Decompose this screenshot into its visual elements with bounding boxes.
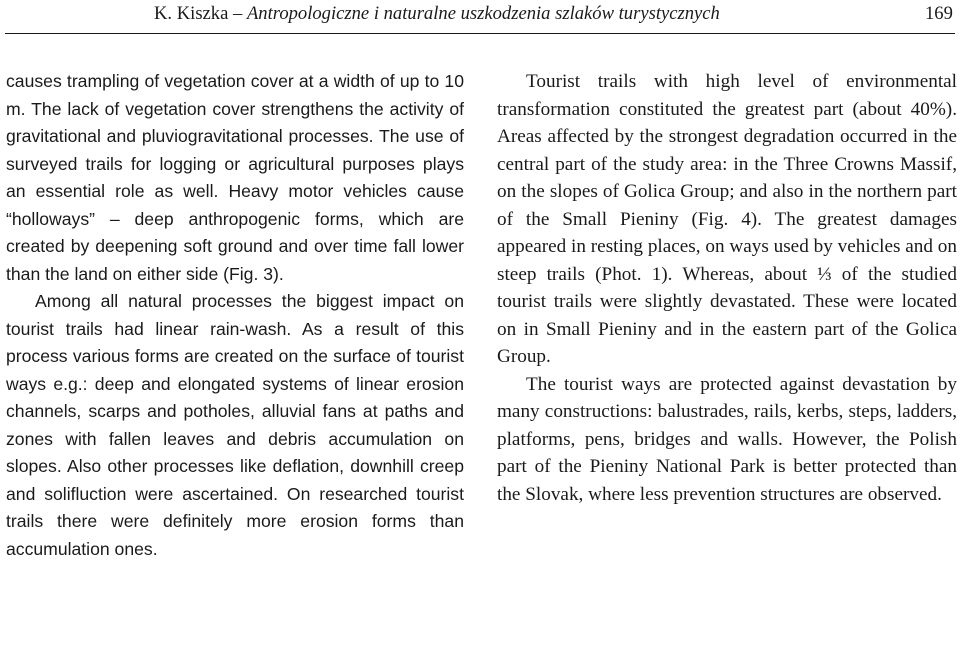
left-paragraph-1: causes trampling of vegetation cover at a width of up to 10 m. The lack of vegetation cover strengthens the activity of gravitational and pluviogravitational processes. The use of surveyed trails for logging or agricultural purposes plays an essential role as well. Heavy motor vehicles cause “holloways” – deep anthropogenic forms, which are created by deepening soft ground and over time fall lower than the land on either side (Fig. 3). — [6, 71, 464, 284]
left-column — [6, 68, 464, 563]
header-rule — [5, 33, 955, 34]
right-column — [497, 68, 957, 508]
left-paragraph-2: Among all natural processes the biggest impact on tourist trails had linear rain-wash. As a result of this process various forms are created on the surface of tourist ways e.g.: deep and elongated systems of linear erosion channels, scarps and potholes, alluvial fans at paths and zones with fallen leaves and debris accumulation on slopes. Also other processes like deflation, downhill creep and solifluction were ascertained. On researched tourist trails there were definitely more erosion forms than accumulation ones. — [6, 291, 464, 559]
running-header — [0, 0, 960, 36]
page-number: 169 — [925, 3, 953, 24]
running-head — [154, 2, 720, 26]
header-separator: – — [228, 3, 247, 24]
header-title: Antropologiczne i naturalne uszkodzenia szlaków turystycznych — [246, 3, 720, 24]
header-author: K. Kiszka — [154, 3, 229, 24]
right-paragraph-1: Tourist trails with high level of environmental transformation constituted the greatest part (about 40%). Areas affected by the strongest degradation occurred in the central part of the study area: in the Three Crowns Massif, on the slopes of Golica Group; and also in the northern part of the Small Pieniny (Fig. 4). The greatest damages appeared in resting places, on ways used by vehicles and on steep trails (Phot. 1). Whereas, about ⅓ of the studied tourist trails were slightly devastated. These were located on in Small Pieniny and in the eastern part of the Golica Group. — [497, 71, 957, 367]
right-paragraph-2: The tourist ways are protected against devastation by many constructions: balustrades, rails, kerbs, steps, ladders, platforms, pens, bridges and walls. However, the Polish part of the Pieniny National Park is better protected than the Slovak, where less prevention structures are observed. — [497, 373, 957, 505]
